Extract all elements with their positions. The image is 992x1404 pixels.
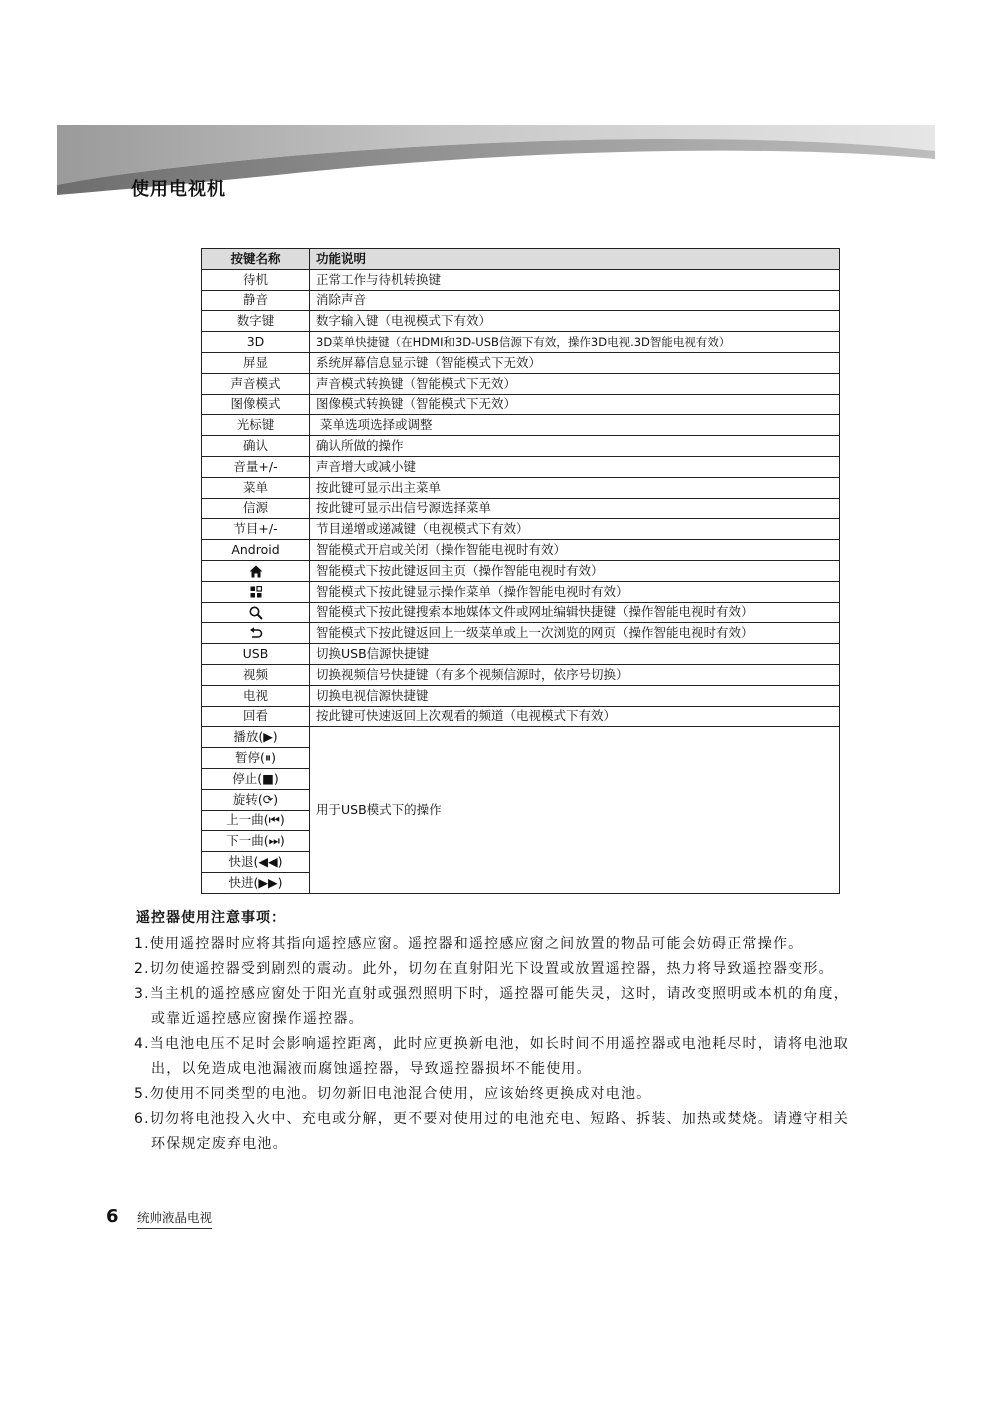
key-next: 下一曲(⏭) [202,831,310,852]
table-row [202,602,840,623]
key-description: 3D菜单快捷键（在HDMI和3D-USB信源下有效，操作3D电视.3D智能电视有效） [310,332,840,353]
page-title: 使用电视机 [131,179,226,200]
table-header-row [202,249,840,270]
key-name: 视频 [202,664,310,685]
table-row [202,685,840,706]
key-description: 图像模式转换键（智能模式下无效） [310,394,840,415]
table-row [202,373,840,394]
key-description: 切换电视信源快捷键 [310,685,840,706]
table-row [202,706,840,727]
key-description: 声音模式转换键（智能模式下无效） [310,373,840,394]
key-name: 回看 [202,706,310,727]
key-description: 系统屏幕信息显示键（智能模式下无效） [310,352,840,373]
notes-list [134,932,854,1157]
key-description: 智能模式下按此键返回主页（操作智能电视时有效） [310,560,840,581]
key-description: 智能模式开启或关闭（操作智能电视时有效） [310,540,840,561]
key-pause: 暂停(⏸) [202,748,310,769]
key-name: 声音模式 [202,373,310,394]
key-description: 按此键可显示出主菜单 [310,477,840,498]
key-icon-cell [202,560,310,581]
key-description: 切换USB信源快捷键 [310,644,840,665]
key-fast-forward: 快进(▶▶) [202,872,310,893]
table-row [202,456,840,477]
key-description: 数字输入键（电视模式下有效） [310,311,840,332]
table-row [202,560,840,581]
key-icon-cell [202,602,310,623]
key-description: 菜单选项选择或调整 [310,415,840,436]
key-description: 智能模式下按此键搜索本地媒体文件或网址编辑快捷键（操作智能电视时有效） [310,602,840,623]
key-rotate: 旋转(⟳) [202,789,310,810]
search-icon [249,606,263,620]
key-stop: 停止(■) [202,768,310,789]
note-item: 3.当主机的遥控感应窗处于阳光直射或强烈照明下时，遥控器可能失灵，这时，请改变照明或本机的角度，或靠近遥控感应窗操作遥控器。 [134,986,849,1027]
key-description: 消除声音 [310,290,840,311]
key-name: 电视 [202,685,310,706]
table-row [202,269,840,290]
key-description: 确认所做的操作 [310,436,840,457]
usb-keys-description: 用于USB模式下的操作 [310,727,840,893]
key-name: 图像模式 [202,394,310,415]
key-name: 菜单 [202,477,310,498]
home-icon [249,565,263,578]
key-name: USB [202,644,310,665]
table-row [202,311,840,332]
key-description: 正常工作与待机转换键 [310,269,840,290]
key-name: Android [202,540,310,561]
remote-keys-table [201,248,840,894]
key-icon-cell [202,581,310,602]
table-row [202,519,840,540]
page-number: 6 [106,1206,119,1227]
key-description: 智能模式下按此键返回上一级菜单或上一次浏览的网页（操作智能电视时有效） [310,623,840,644]
key-icon-cell [202,623,310,644]
key-description: 按此键可显示出信号源选择菜单 [310,498,840,519]
key-name: 数字键 [202,311,310,332]
key-previous: 上一曲(⏮) [202,810,310,831]
table-row [202,477,840,498]
key-name: 确认 [202,436,310,457]
table-row [202,394,840,415]
note-item: 2.切勿使遥控器受到剧烈的震动。此外，切勿在直射阳光下设置或放置遥控器，热力将导致遥控器变形。 [134,961,834,977]
key-name: 节目+/- [202,519,310,540]
table-row [202,352,840,373]
table-row [202,540,840,561]
note-item: 6.切勿将电池投入火中、充电或分解，更不要对使用过的电池充电、短路、拆装、加热或焚烧。请遵守相关环保规定废弃电池。 [134,1111,849,1152]
key-name: 待机 [202,269,310,290]
header-key-name: 按键名称 [202,249,310,270]
table-row [202,727,840,748]
back-icon [249,627,263,640]
table-row [202,623,840,644]
table-row [202,290,840,311]
key-name: 信源 [202,498,310,519]
note-item: 4.当电池电压不足时会影响遥控距离，此时应更换新电池，如长时间不用遥控器或电池耗尽时，请将电池取出，以免造成电池漏液而腐蚀遥控器，导致遥控器损坏不能使用。 [134,1036,849,1077]
apps-icon [250,586,262,598]
table-row [202,581,840,602]
key-description: 节目递增或递减键（电视模式下有效） [310,519,840,540]
table-row [202,498,840,519]
key-description: 切换视频信号快捷键（有多个视频信源时，依序号切换） [310,664,840,685]
key-rewind: 快退(◀◀) [202,852,310,873]
note-item: 5.勿使用不同类型的电池。切勿新旧电池混合使用，应该始终更换成对电池。 [134,1086,652,1102]
key-description: 声音增大或减小键 [310,456,840,477]
table-row [202,664,840,685]
key-description: 智能模式下按此键显示操作菜单（操作智能电视时有效） [310,581,840,602]
note-item: 1.使用遥控器时应将其指向遥控感应窗。遥控器和遥控感应窗之间放置的物品可能会妨碍正常操作。 [134,936,804,952]
table-row [202,436,840,457]
key-name: 光标键 [202,415,310,436]
key-name: 静音 [202,290,310,311]
header-function: 功能说明 [310,249,840,270]
key-name: 音量+/- [202,456,310,477]
key-name: 屏显 [202,352,310,373]
key-name: 3D [202,332,310,353]
notes-title: 遥控器使用注意事项： [136,910,286,926]
footer-brand: 统帅液晶电视 [137,1208,212,1229]
table-row [202,332,840,353]
key-description: 按此键可快速返回上次观看的频道（电视模式下有效） [310,706,840,727]
table-row [202,644,840,665]
table-row [202,415,840,436]
key-play: 播放(▶) [202,727,310,748]
